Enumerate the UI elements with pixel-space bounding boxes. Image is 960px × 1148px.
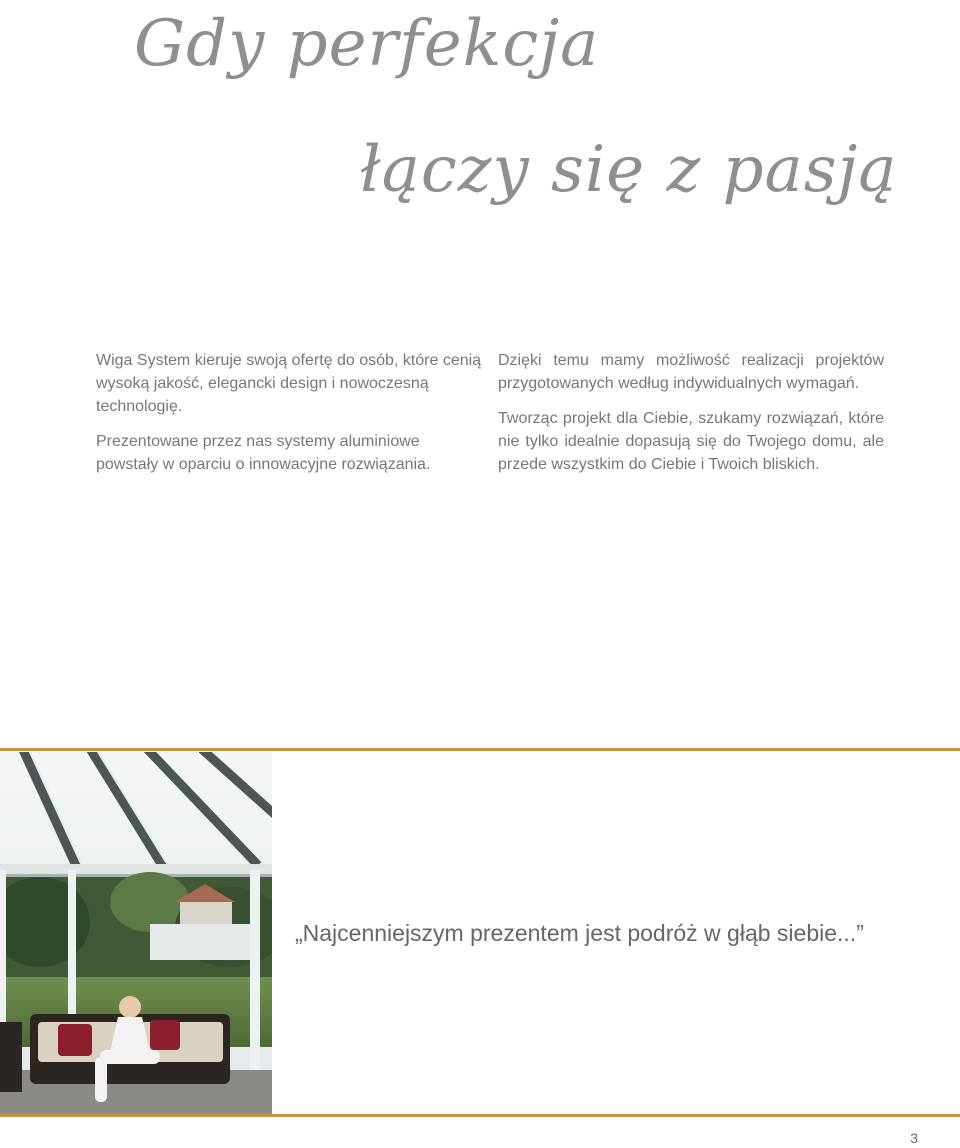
right-paragraph-2: Tworząc projekt dla Ciebie, szukamy rozwiązań, które nie tylko idealnie dopasują się do Twojego domu, ale przede wszystkim do Ciebie i Twoich bliskich. [498,410,884,473]
title-line-1: Gdy perfekcja [134,7,600,81]
title-line-2: łączy się z pasją [360,133,898,207]
conservatory-photo [0,752,272,1115]
right-text-column [498,349,884,488]
left-text-column [96,349,484,488]
left-paragraph-2: Prezentowane przez nas systemy aluminiowe powstały w oparciu o innowacyjne rozwiązania. [96,433,431,473]
right-paragraph-1: Dzięki temu mamy możliwość realizacji projektów przygotowanych według indywidualnych wymagań. [498,352,884,392]
bottom-accent-rule [0,1114,960,1117]
quote-text: „Najcenniejszym prezentem jest podróż w głąb siebie...” [295,920,864,946]
top-accent-rule [0,748,960,751]
left-paragraph-1: Wiga System kieruje swoją ofertę do osób, które cenią wysoką jakość, elegancki design i nowoczesną technologię. [96,352,482,415]
conservatory-illustration [0,752,272,1115]
page-number: 3 [910,1130,918,1146]
